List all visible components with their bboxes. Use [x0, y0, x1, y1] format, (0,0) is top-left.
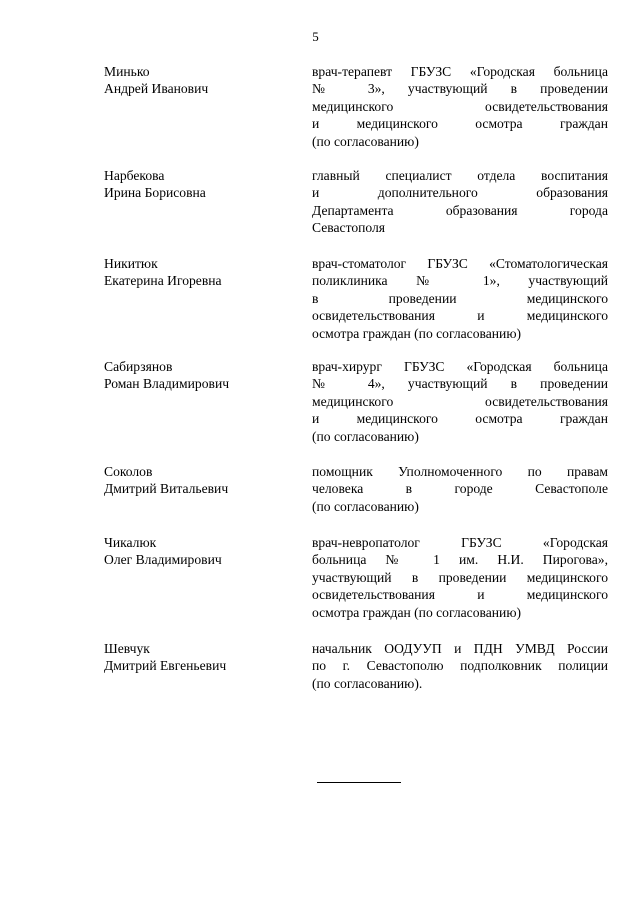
member-role — [312, 640, 608, 692]
role-line: и медицинского осмотра граждан — [312, 116, 608, 132]
role-line: и дополнительного образования — [312, 185, 608, 201]
role-line: осмотра граждан (по согласованию) — [312, 325, 522, 341]
member-name — [104, 534, 294, 569]
member-given-name: Ирина Борисовна — [104, 185, 206, 201]
role-line: поликлиника № 1», участвующий — [312, 273, 608, 289]
role-line: помощник Уполномоченного по правам — [312, 464, 608, 479]
member-given-name: Екатерина Игоревна — [104, 273, 222, 289]
member-surname: Шевчук — [104, 641, 150, 656]
role-line: осмотра граждан (по согласованию) — [312, 604, 522, 620]
role-line: (по согласованию) — [312, 498, 419, 514]
member-name — [104, 640, 294, 675]
member-role — [312, 534, 608, 621]
member-name — [104, 463, 294, 498]
member-given-name: Роман Владимирович — [104, 376, 230, 392]
role-line: участвующий в проведении медицинского — [312, 569, 608, 585]
role-line: медицинского освидетельствования — [312, 98, 608, 114]
member-name — [104, 358, 294, 393]
role-line: по г. Севастополю подполковник полиции — [312, 658, 608, 674]
member-name — [104, 167, 294, 202]
role-line: больница № 1 им. Н.И. Пирогова», — [312, 552, 608, 568]
role-line: человека в городе Севастополе — [312, 481, 608, 497]
role-line: в проведении медицинского — [312, 290, 608, 306]
member-surname: Соколов — [104, 464, 153, 479]
role-line: (по согласованию) — [312, 133, 419, 149]
role-line: врач-хирург ГБУЗС «Городская больница — [312, 359, 608, 374]
member-role — [312, 63, 608, 150]
page-number: 5 — [312, 29, 319, 44]
role-line: Севастополя — [312, 220, 386, 236]
member-given-name: Олег Владимирович — [104, 552, 222, 568]
member-surname: Минько — [104, 64, 150, 79]
member-surname: Чикалюк — [104, 535, 157, 550]
role-line: (по согласованию). — [312, 675, 423, 691]
role-line: Департамента образования города — [312, 202, 608, 218]
member-role — [312, 167, 608, 237]
role-line: и медицинского осмотра граждан — [312, 411, 608, 427]
role-line: № 4», участвующий в проведении — [312, 376, 608, 392]
role-line: главный специалист отдела воспитания — [312, 168, 608, 183]
role-line: освидетельствования и медицинского — [312, 308, 608, 324]
role-line: начальник ООДУУП и ПДН УМВД России — [312, 641, 608, 656]
role-line: освидетельствования и медицинского — [312, 587, 608, 603]
member-surname: Сабирзянов — [104, 359, 173, 374]
member-surname: Никитюк — [104, 256, 158, 271]
role-line: медицинского освидетельствования — [312, 393, 608, 409]
role-line: врач-невропатолог ГБУЗС «Городская — [312, 535, 608, 550]
member-given-name: Дмитрий Витальевич — [104, 481, 229, 497]
member-role — [312, 255, 608, 342]
member-role — [312, 358, 608, 445]
end-divider-line — [317, 782, 401, 783]
role-line: врач-терапевт ГБУЗС «Городская больница — [312, 64, 608, 79]
member-given-name: Дмитрий Евгеньевич — [104, 658, 227, 674]
member-name — [104, 63, 294, 98]
role-line: (по согласованию) — [312, 428, 419, 444]
member-given-name: Андрей Иванович — [104, 81, 209, 97]
member-role — [312, 463, 608, 515]
role-line: врач-стоматолог ГБУЗС «Стоматологическая — [312, 256, 608, 271]
member-name — [104, 255, 294, 290]
member-surname: Нарбекова — [104, 168, 165, 183]
role-line: № 3», участвующий в проведении — [312, 81, 608, 97]
